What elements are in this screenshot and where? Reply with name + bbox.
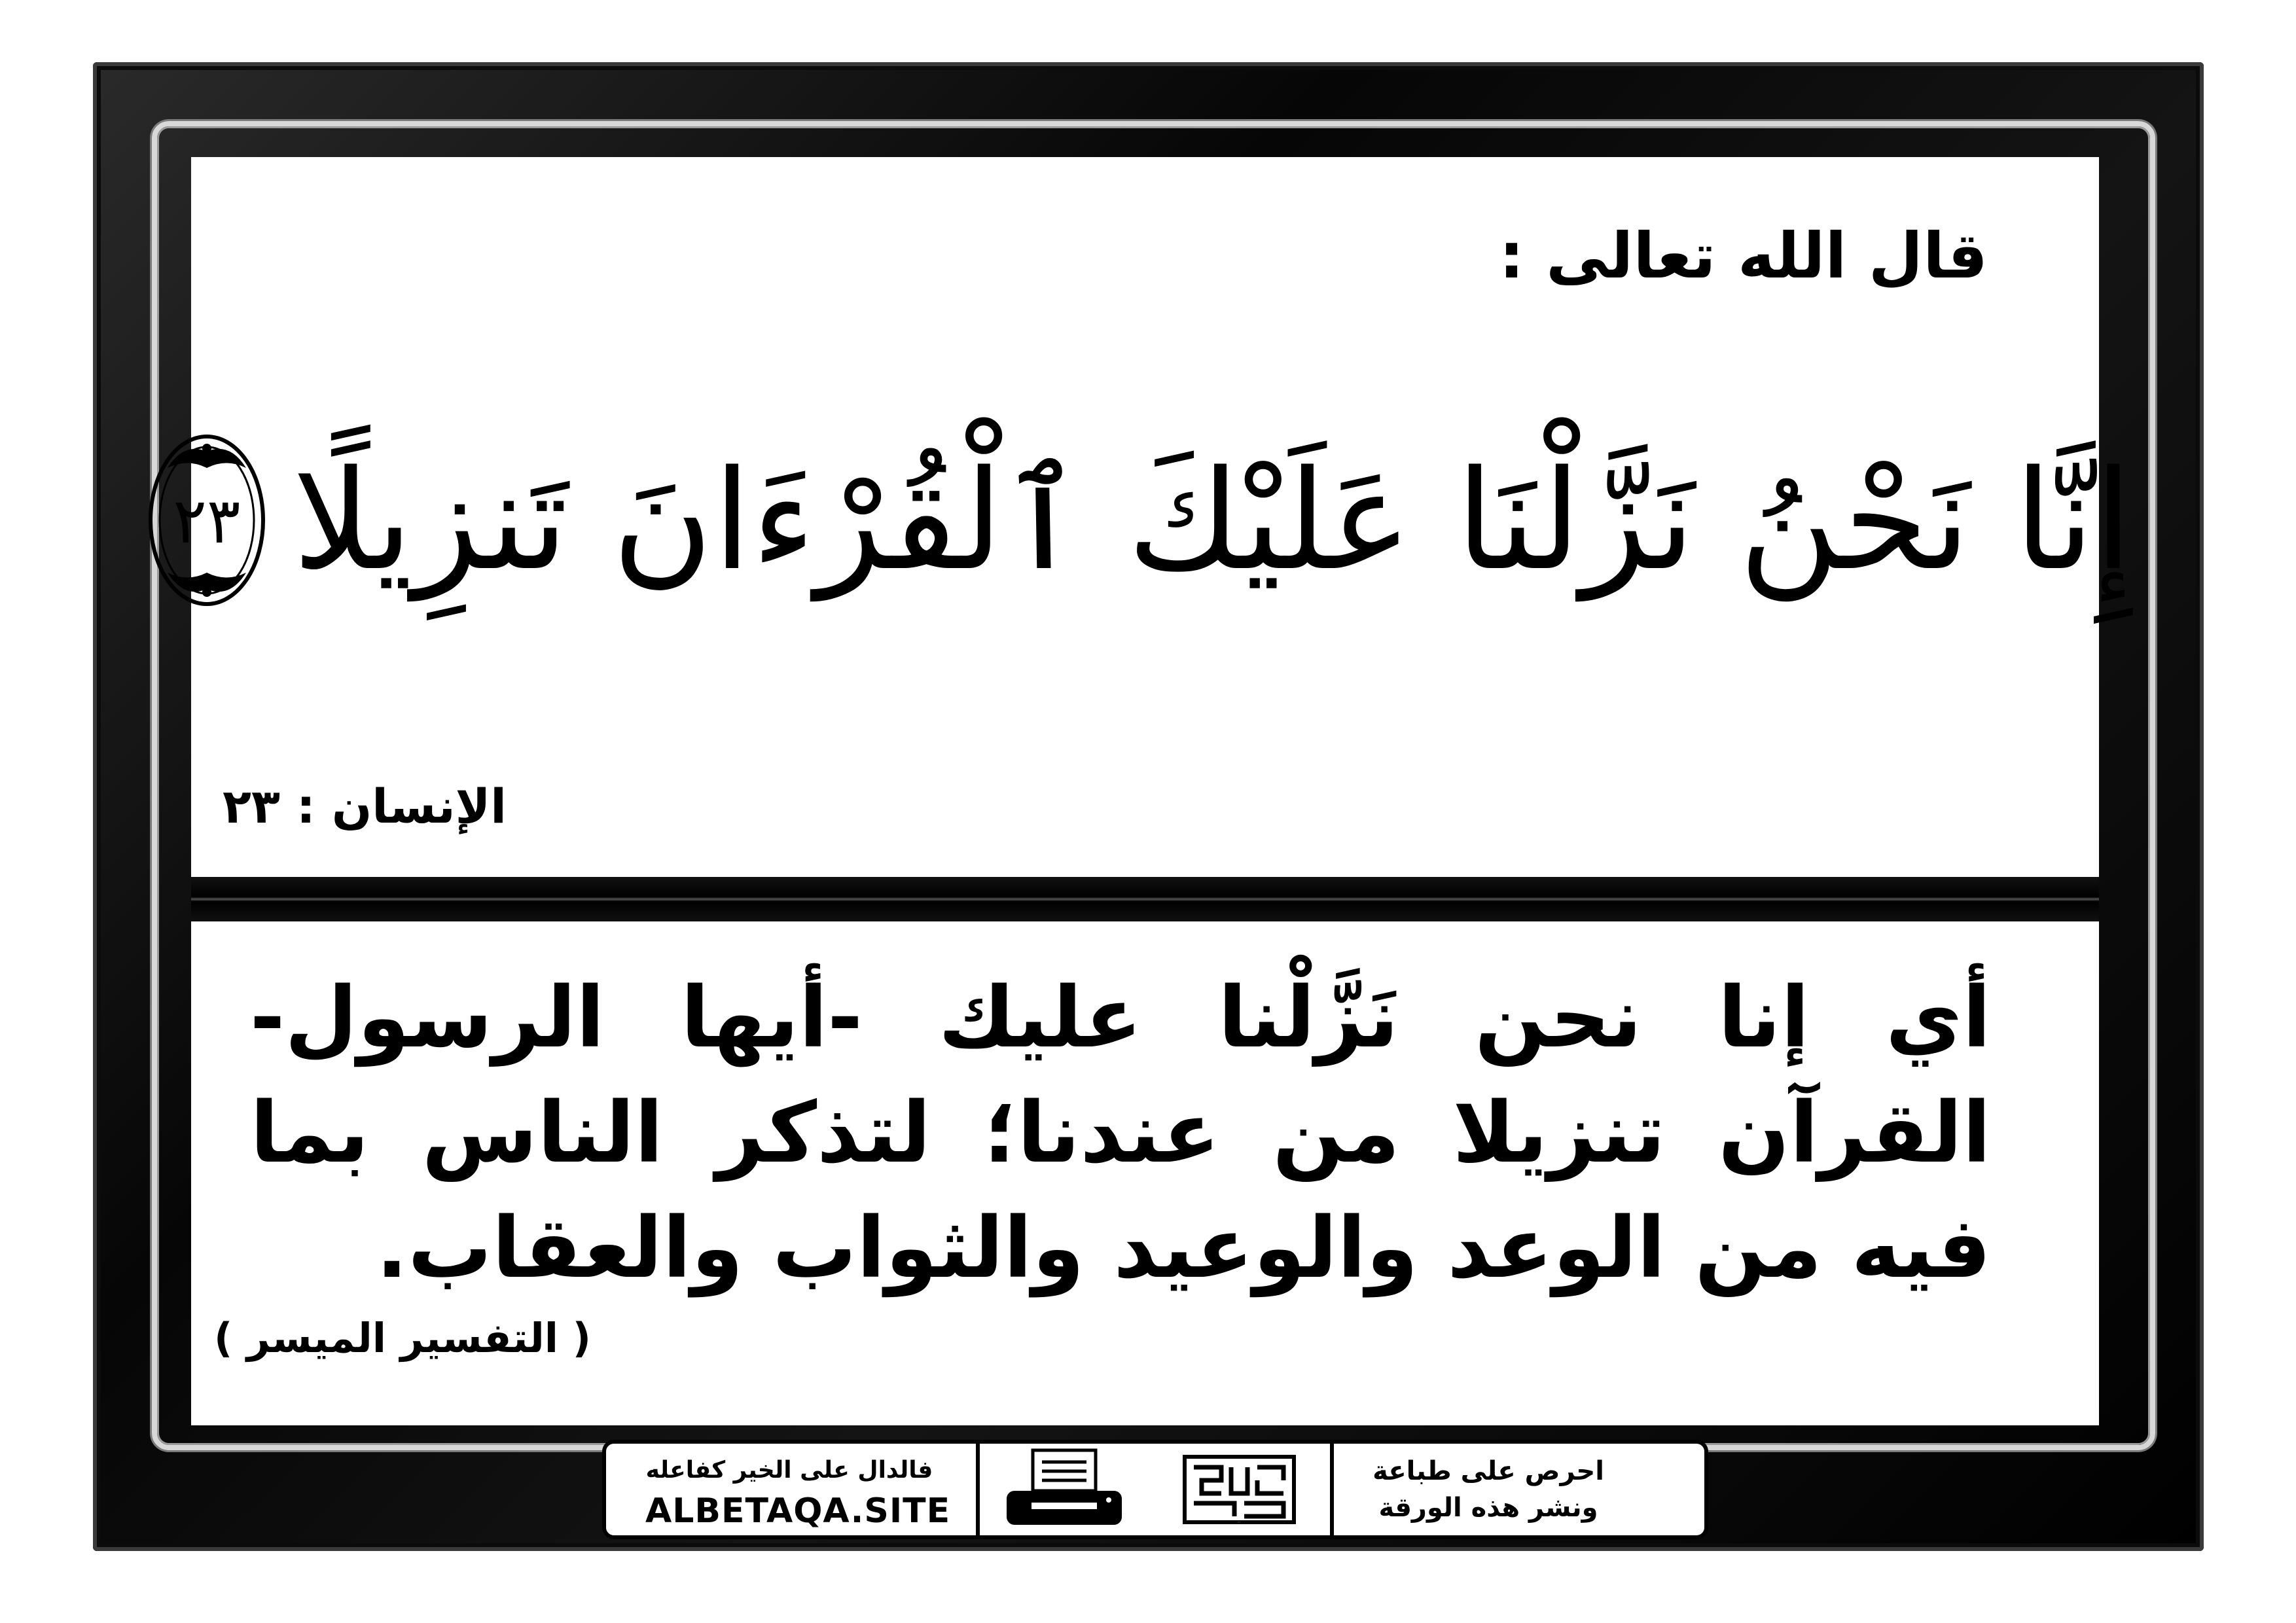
print-reminder <box>1325 1453 1652 1526</box>
printer <box>999 1448 1130 1531</box>
verse-number: ٢٣ <box>173 484 241 558</box>
print-reminder-line-2: ونشر هذه الورقة <box>1378 1493 1598 1523</box>
tafsir-text: أي إنا نحن نَزَّلْنا عليك -أيها الرسول- القرآن تنزيلا من عندنا؛ لتذكر الناس بما فيه من الوعد والوعيد والثواب والعقاب. <box>250 969 1991 1297</box>
footer-divider-left <box>976 1444 980 1535</box>
printer-icon <box>999 1448 1130 1531</box>
site-tagline: فالدال على الخير كفاعله <box>645 1457 933 1484</box>
intro-heading: قال الله تعالى : <box>1499 219 1988 293</box>
footer-divider-right <box>1330 1444 1334 1535</box>
site-url: ALBETAQA.SITE <box>645 1491 951 1531</box>
logo <box>1182 1454 1297 1525</box>
verse-row <box>173 402 2133 638</box>
panel-divider <box>191 877 2099 921</box>
verse-panel <box>173 157 2133 877</box>
quran-verse: إِنَّا نَحْنُ نَزَّلْنَا عَلَيْكَ ٱلْقُرْءَانَ تَنزِيلًا <box>292 440 2133 601</box>
site-credit <box>645 1452 951 1533</box>
print-reminder-line-1: احرص على طباعة <box>1372 1456 1604 1486</box>
footer-banner <box>602 1440 1708 1539</box>
svg-text:دعوتة الورقة: دعوتة الورقة <box>1237 1522 1241 1523</box>
tafsir-panel <box>191 921 2099 1425</box>
verse-end-marker <box>145 422 269 618</box>
kufic-logo-icon <box>1182 1454 1297 1525</box>
tafsir-source: ( التفسير الميسر ) <box>214 1314 591 1362</box>
surah-reference: الإنسان : ٢٣ <box>223 779 507 834</box>
